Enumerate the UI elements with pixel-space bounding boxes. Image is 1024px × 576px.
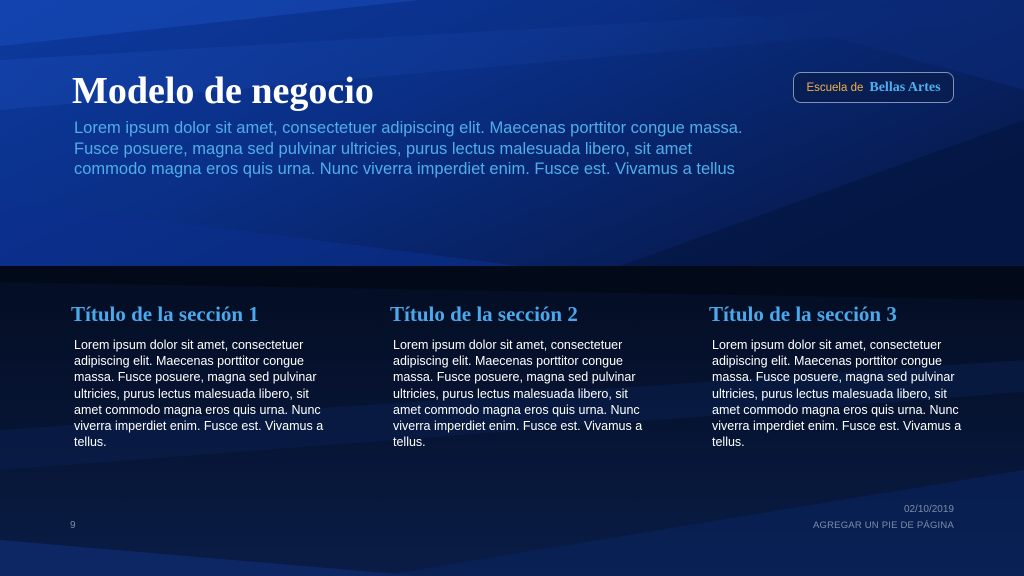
section-1 [71,300,331,450]
section-3-title: Título de la sección 3 [709,302,897,326]
section-3-body: Lorem ipsum dolor sit amet, consectetuer adipiscing elit. Maecenas porttitor congue massa. Fusce posuere, magna sed pulvinar ultricies, purus lectus malesuada libero, sit amet commodo magna eros quis urna. Nunc viverra imperdiet enim. Fusce est. Vivamus a tellus. [712,338,962,450]
page-number: 9 [70,520,76,531]
slide-date: 02/10/2019 [903,504,954,515]
logo-prefix: Escuela de [806,81,864,94]
slide-title: Modelo de negocio [72,70,374,112]
section-1-title: Título de la sección 1 [71,302,259,326]
section-2-title: Título de la sección 2 [390,302,578,326]
logo-name: Bellas Artes [869,79,941,95]
section-3 [709,300,969,450]
slide-footer: AGREGAR UN PIE DE PÁGINA [813,520,954,531]
section-1-body: Lorem ipsum dolor sit amet, consectetuer adipiscing elit. Maecenas porttitor congue massa. Fusce posuere, magna sed pulvinar ultricies, purus lectus malesuada libero, sit amet commodo magna eros quis urna. Nunc viverra imperdiet enim. Fusce est. Vivamus a tellus. [74,338,324,450]
section-2 [390,300,650,450]
intro-paragraph: Lorem ipsum dolor sit amet, consectetuer adipiscing elit. Maecenas porttitor congue massa. Fusce posuere, magna sed pulvinar ultricies, purus lectus malesuada libero, sit amet commodo magna eros quis urna. Nunc viverra imperdiet enim. Fusce est. Vivamus a tellus [74,119,743,178]
section-2-body: Lorem ipsum dolor sit amet, consectetuer adipiscing elit. Maecenas porttitor congue massa. Fusce posuere, magna sed pulvinar ultricies, purus lectus malesuada libero, sit amet commodo magna eros quis urna. Nunc viverra imperdiet enim. Fusce est. Vivamus a tellus. [393,338,643,450]
school-logo [793,72,954,103]
